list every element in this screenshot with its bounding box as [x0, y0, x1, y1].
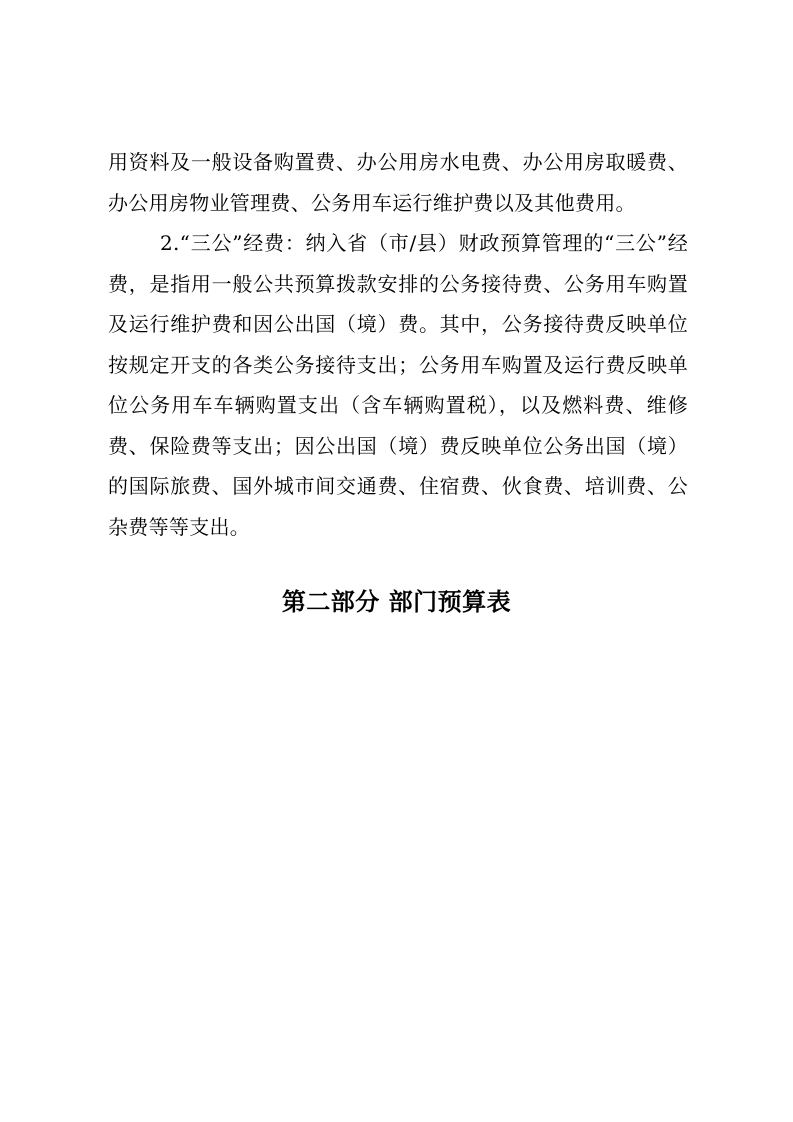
document-body: [108, 142, 688, 547]
paragraph-three-public-funds: 2.“三公”经费：纳入省（市/县）财政预算管理的“三公”经费，是指用一般公共预算拨款安排的公务接待费、公务用车购置及运行维护费和因公出国（境）费。其中，公务接待费反映单位按规定开支的各类公务接待支出；公务用车购置及运行费反映单位公务用车车辆购置支出（含车辆购置税），以及燃料费、维修费、保险费等支出；因公出国（境）费反映单位公务出国（境）的国际旅费、国外城市间交通费、住宿费、伙食费、培训费、公杂费等等支出。: [108, 231, 688, 539]
paragraph-continued: 用资料及一般设备购置费、办公用房水电费、办公用房取暖费、办公用房物业管理费、公务用车运行维护费以及其他费用。: [108, 150, 688, 215]
section-title: 第二部分 部门预算表: [281, 588, 512, 616]
